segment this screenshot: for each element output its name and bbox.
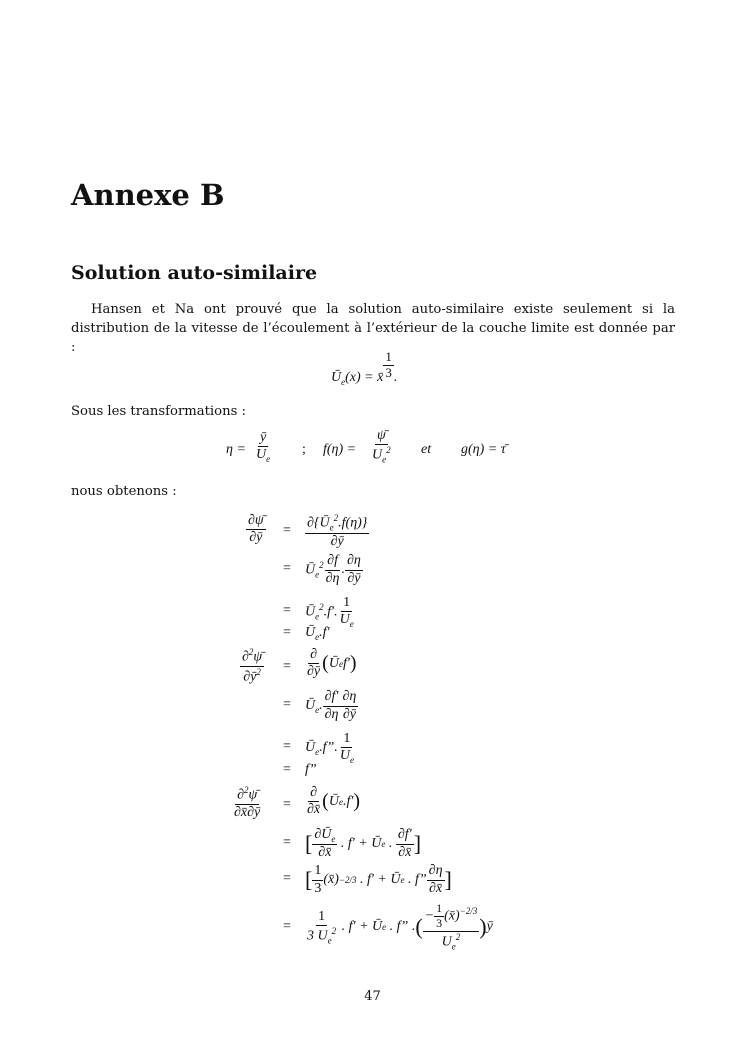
paragraph-transformations: Sous les transformations : bbox=[71, 404, 246, 419]
paragraph-obtain: nous obtenons : bbox=[71, 484, 177, 499]
paragraph-intro: Hansen et Na ont prouvé que la solution auto-similaire existe seulement si la distribution de la vitesse de l’écoulement à l’extérieur de la couche limite est donnée par : bbox=[71, 302, 675, 355]
chapter-title: Annexe B bbox=[71, 178, 225, 212]
page-number: 47 bbox=[364, 989, 381, 1004]
equation-velocity: $Ū_e(x)$ = x̄ $\frac{1}{3}$ . bbox=[331, 348, 398, 387]
equation-transformations: η = $\frac{ȳ}{U_e}$ ; f(η) = $\frac{\psī}{U_e^2}$ et g(η) = τ̄ bbox=[226, 428, 506, 465]
section-title: Solution auto-similaire bbox=[71, 262, 318, 284]
derivation-block: $\frac{\partial\psī}{\partial ȳ}$ = $\frac{\partial\{Ū_e^2.f(\eta)\}}{\partial ȳ}$ = $Ū_e^2$ $\frac{\partial f}{\partial\eta}$ . $\frac{\partial\eta}{\partial ȳ}$ = $Ū_e^2.f'$. $\frac{1}{U_e}$ = $Ū_e.f'$ $\frac{\partial^2\psī}{\partial ȳ^2}$ = $\frac{\partial}{\partial ȳ}$ ( Ū e f′ ) = $Ū_e$. $\frac{\partial f'}{\partial\eta}$ $\frac{\partial\eta}{\partial ȳ}$ = $Ū_e.f$”. $\frac{1}{U_e}$ = f” $\frac{\partial^2\psī}{\partial x̄\partial ȳ}$ = $\frac{\partial}{\partial x̄}$ ( Ū e .f′ ) = [ $\frac{\partial Ū_e}{\partial x̄}$ . f′ + Ū e . $\frac{\partial f'}{\partial x̄}$ ] = [ $\frac{1}{3}$ (x̄) −2/3 . f′ + Ū e . f” $\frac{\partial\eta}{\partial x̄}$ ] = $\frac{1}{3 U_e^2}$ . f′ + Ū e . f” . ( − $\frac{1}{3}$ (x̄)$^{-2/3}$ $U_e^2$ ) ȳ bbox=[234, 513, 493, 952]
